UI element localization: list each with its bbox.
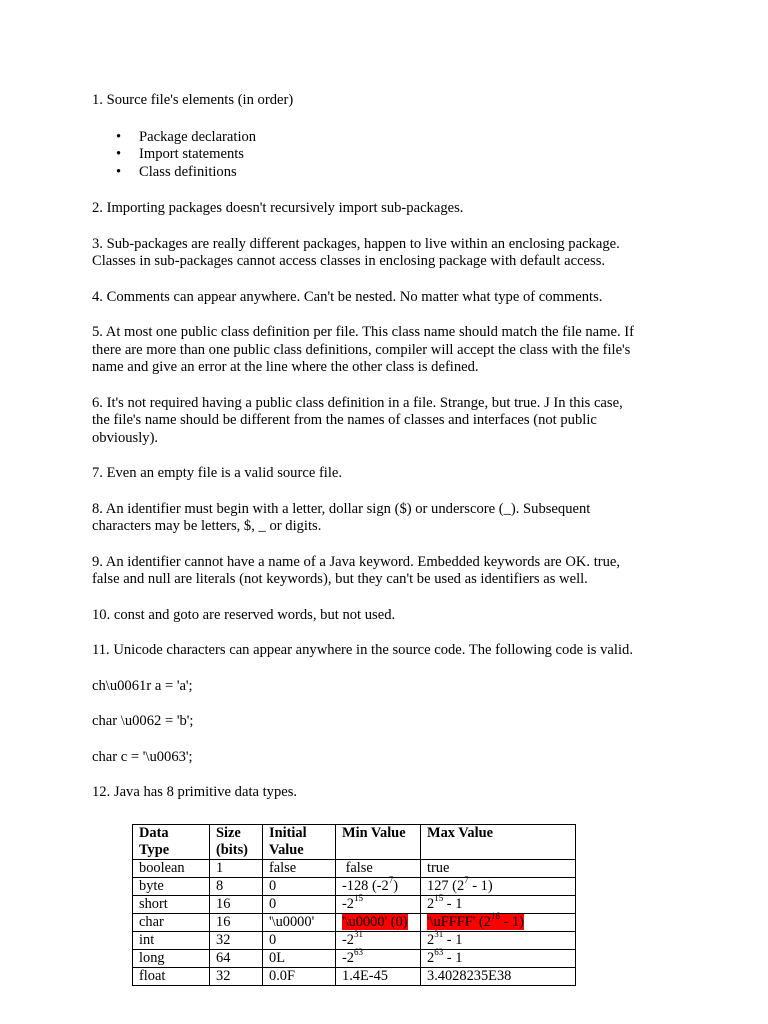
primitive-types-table (132, 824, 576, 986)
item-5: 5. At most one public class definition per file. This class name should match the file name. If there are more than one public class definitions, compiler will accept the class with the file's name and give an error at the line where the other class is defined. (92, 324, 635, 376)
max-value-cell: $2^{15} - 1$ (421, 896, 576, 914)
document-body (92, 92, 692, 802)
code-line-2: char \u0062 = 'b'; (92, 713, 194, 730)
header-size: Size (bits) (210, 825, 263, 860)
list-item: • Package declaration (116, 128, 257, 145)
table-header-row (133, 825, 576, 860)
table-row: boolean 1 false false true (133, 860, 576, 878)
item-4: 4. Comments can appear anywhere. Can't be nested. No matter what type of comments. (92, 288, 603, 305)
table-row: short 16 0 $-2^{15}$ $2^{15} - 1$ (133, 896, 576, 914)
item-1-heading: 1. Source file's elements (in order) (92, 92, 294, 108)
item-9: 9. An identifier cannot have a name of a Java keyword. Embedded keywords are OK. true, false and null are literals (not keywords), but they can't be used as identifiers as well. (92, 553, 621, 588)
header-initial-value: Initial Value (263, 825, 336, 860)
item-10: 10. const and goto are reserved words, but not used. (92, 606, 396, 623)
highlighted-text: '\u0000' (0) (342, 914, 408, 930)
min-value-cell (336, 914, 421, 932)
bullet-icon: • (116, 128, 122, 145)
item-3: 3. Sub-packages are really different packages, happen to live within an enclosing package. Classes in sub-packages cannot access classes in enclosing package with default access. (92, 235, 620, 270)
list-item: • Import statements (116, 146, 244, 163)
list-item: • Class definitions (116, 163, 237, 180)
max-value-cell: 127 $(2^7 - 1)$ (421, 878, 576, 896)
bullet-icon: • (116, 163, 122, 180)
min-value-cell: $-2^{15}$ (336, 896, 421, 914)
header-min-value: Min Value (336, 825, 421, 860)
item-12: 12. Java has 8 primitive data types. (92, 784, 298, 801)
min-value-cell: $-2^{63}$ (336, 950, 421, 968)
max-value-cell: $2^{63} - 1$ (421, 950, 576, 968)
table-row: int 32 0 $-2^{31}$ $2^{31} - 1$ (133, 932, 576, 950)
max-value-cell (421, 911, 576, 932)
table-row: char 16 '\u0000' '\u0000' (0) '\uFFFF' $(2^{16} - 1)$ (133, 914, 576, 932)
min-value-cell: $-2^{31}$ (336, 932, 421, 950)
header-data-type: Data Type (133, 825, 210, 860)
code-line-3: char c = '\u0063'; (92, 748, 193, 765)
min-value-cell: -128 $(-2^7)$ (336, 878, 421, 896)
item-11: 11. Unicode characters can appear anywhere in the source code. The following code is valid. (92, 642, 633, 659)
item-6: 6. It's not required having a public class definition in a file. Strange, but true. J In this case, the file's name should be different from the names of classes and interfaces (not public obviously). (92, 394, 623, 446)
item-7: 7. Even an empty file is a valid source file. (92, 465, 343, 482)
table-row: long 64 0L $-2^{63}$ $2^{63} - 1$ (133, 950, 576, 968)
header-max-value: Max Value (421, 825, 576, 860)
highlighted-text: '\uFFFF' $(2^{16} - 1)$ (427, 911, 524, 930)
code-line-1: ch\u0061r a = 'a'; (92, 677, 193, 694)
max-value-cell: $2^{31} - 1$ (421, 932, 576, 950)
table-row: byte 8 0 -128 $(-2^7)$ 127 $(2^7 - 1)$ (133, 878, 576, 896)
bullet-icon: • (116, 146, 122, 163)
item-2: 2. Importing packages doesn't recursively import sub-packages. (92, 200, 464, 217)
table-row: float 32 0.0F 1.4E-45 3.4028235E38 (133, 968, 576, 986)
item-8: 8. An identifier must begin with a letter, dollar sign ($) or underscore (_). Subsequent characters may be letters, $, _ or digits. (92, 500, 591, 535)
source-elements-list (92, 129, 692, 182)
